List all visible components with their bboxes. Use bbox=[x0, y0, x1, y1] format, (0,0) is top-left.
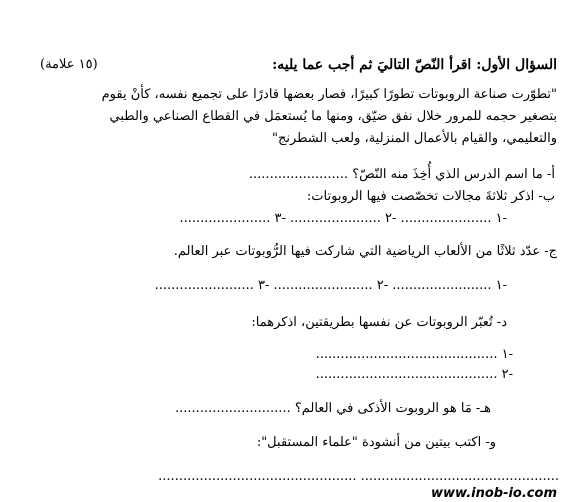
answer-lines-b: -١ ...................... -٢ ...................... -٣ ...................... bbox=[179, 211, 507, 226]
passage-line-2: بتصغير حجمه للمرور خلال نفق ضيّق، ومنها ما يُستعمَل في القطاع الصناعي والطبي bbox=[109, 109, 557, 124]
footer-url[interactable]: www.inob-io.com bbox=[431, 486, 557, 501]
answer-lines-f: ................................................ ................................................ bbox=[158, 469, 559, 484]
passage-line-3: والتعليمي، والقيام بالأعمال المنزلية، ولعب الشطرنج" bbox=[271, 131, 557, 146]
answer-line-d1: -١ ............................................ bbox=[315, 347, 513, 362]
question-a: أ- ما اسم الدرس الذي أُخِذَ منه النّصّ؟ ........................ bbox=[248, 167, 555, 182]
question-b: ب- اذكر ثلاثةَ مجالات تخصّصت فيها الروبوتات: bbox=[306, 189, 555, 204]
passage-line-1: "تطوّرت صناعة الروبوتات تطورًا كبيرًا، فصار بعضها قادرًا على تجميع نفسه، كأنْ يقوم bbox=[101, 87, 557, 102]
question-c: ج- عدّد ثلاثًا من الألعاب الرياضية التي شاركت فيها الرُّوبوتات عبر العالم. bbox=[173, 244, 557, 259]
question-f: و- اكتب بيتين من أنشودة "علماء المستقبل": bbox=[256, 435, 496, 450]
question-d: د- تُعبّر الروبوتات عن نفسها بطريقتين، اذكرهما: bbox=[251, 315, 507, 330]
marks-label: (١٥ علامة) bbox=[40, 57, 98, 72]
question-e: هـ- مَا هو الروبوت الأذكى في العالم؟ ............................ bbox=[175, 401, 491, 416]
question-title: السؤال الأول: اقرأ النّصّ التاليَ ثم أجب عما يليه: bbox=[272, 57, 557, 73]
answer-line-d2: -٢ ............................................ bbox=[315, 367, 513, 382]
answer-lines-c: -١ ........................ -٢ ........................ -٣ ........................ bbox=[154, 278, 507, 293]
